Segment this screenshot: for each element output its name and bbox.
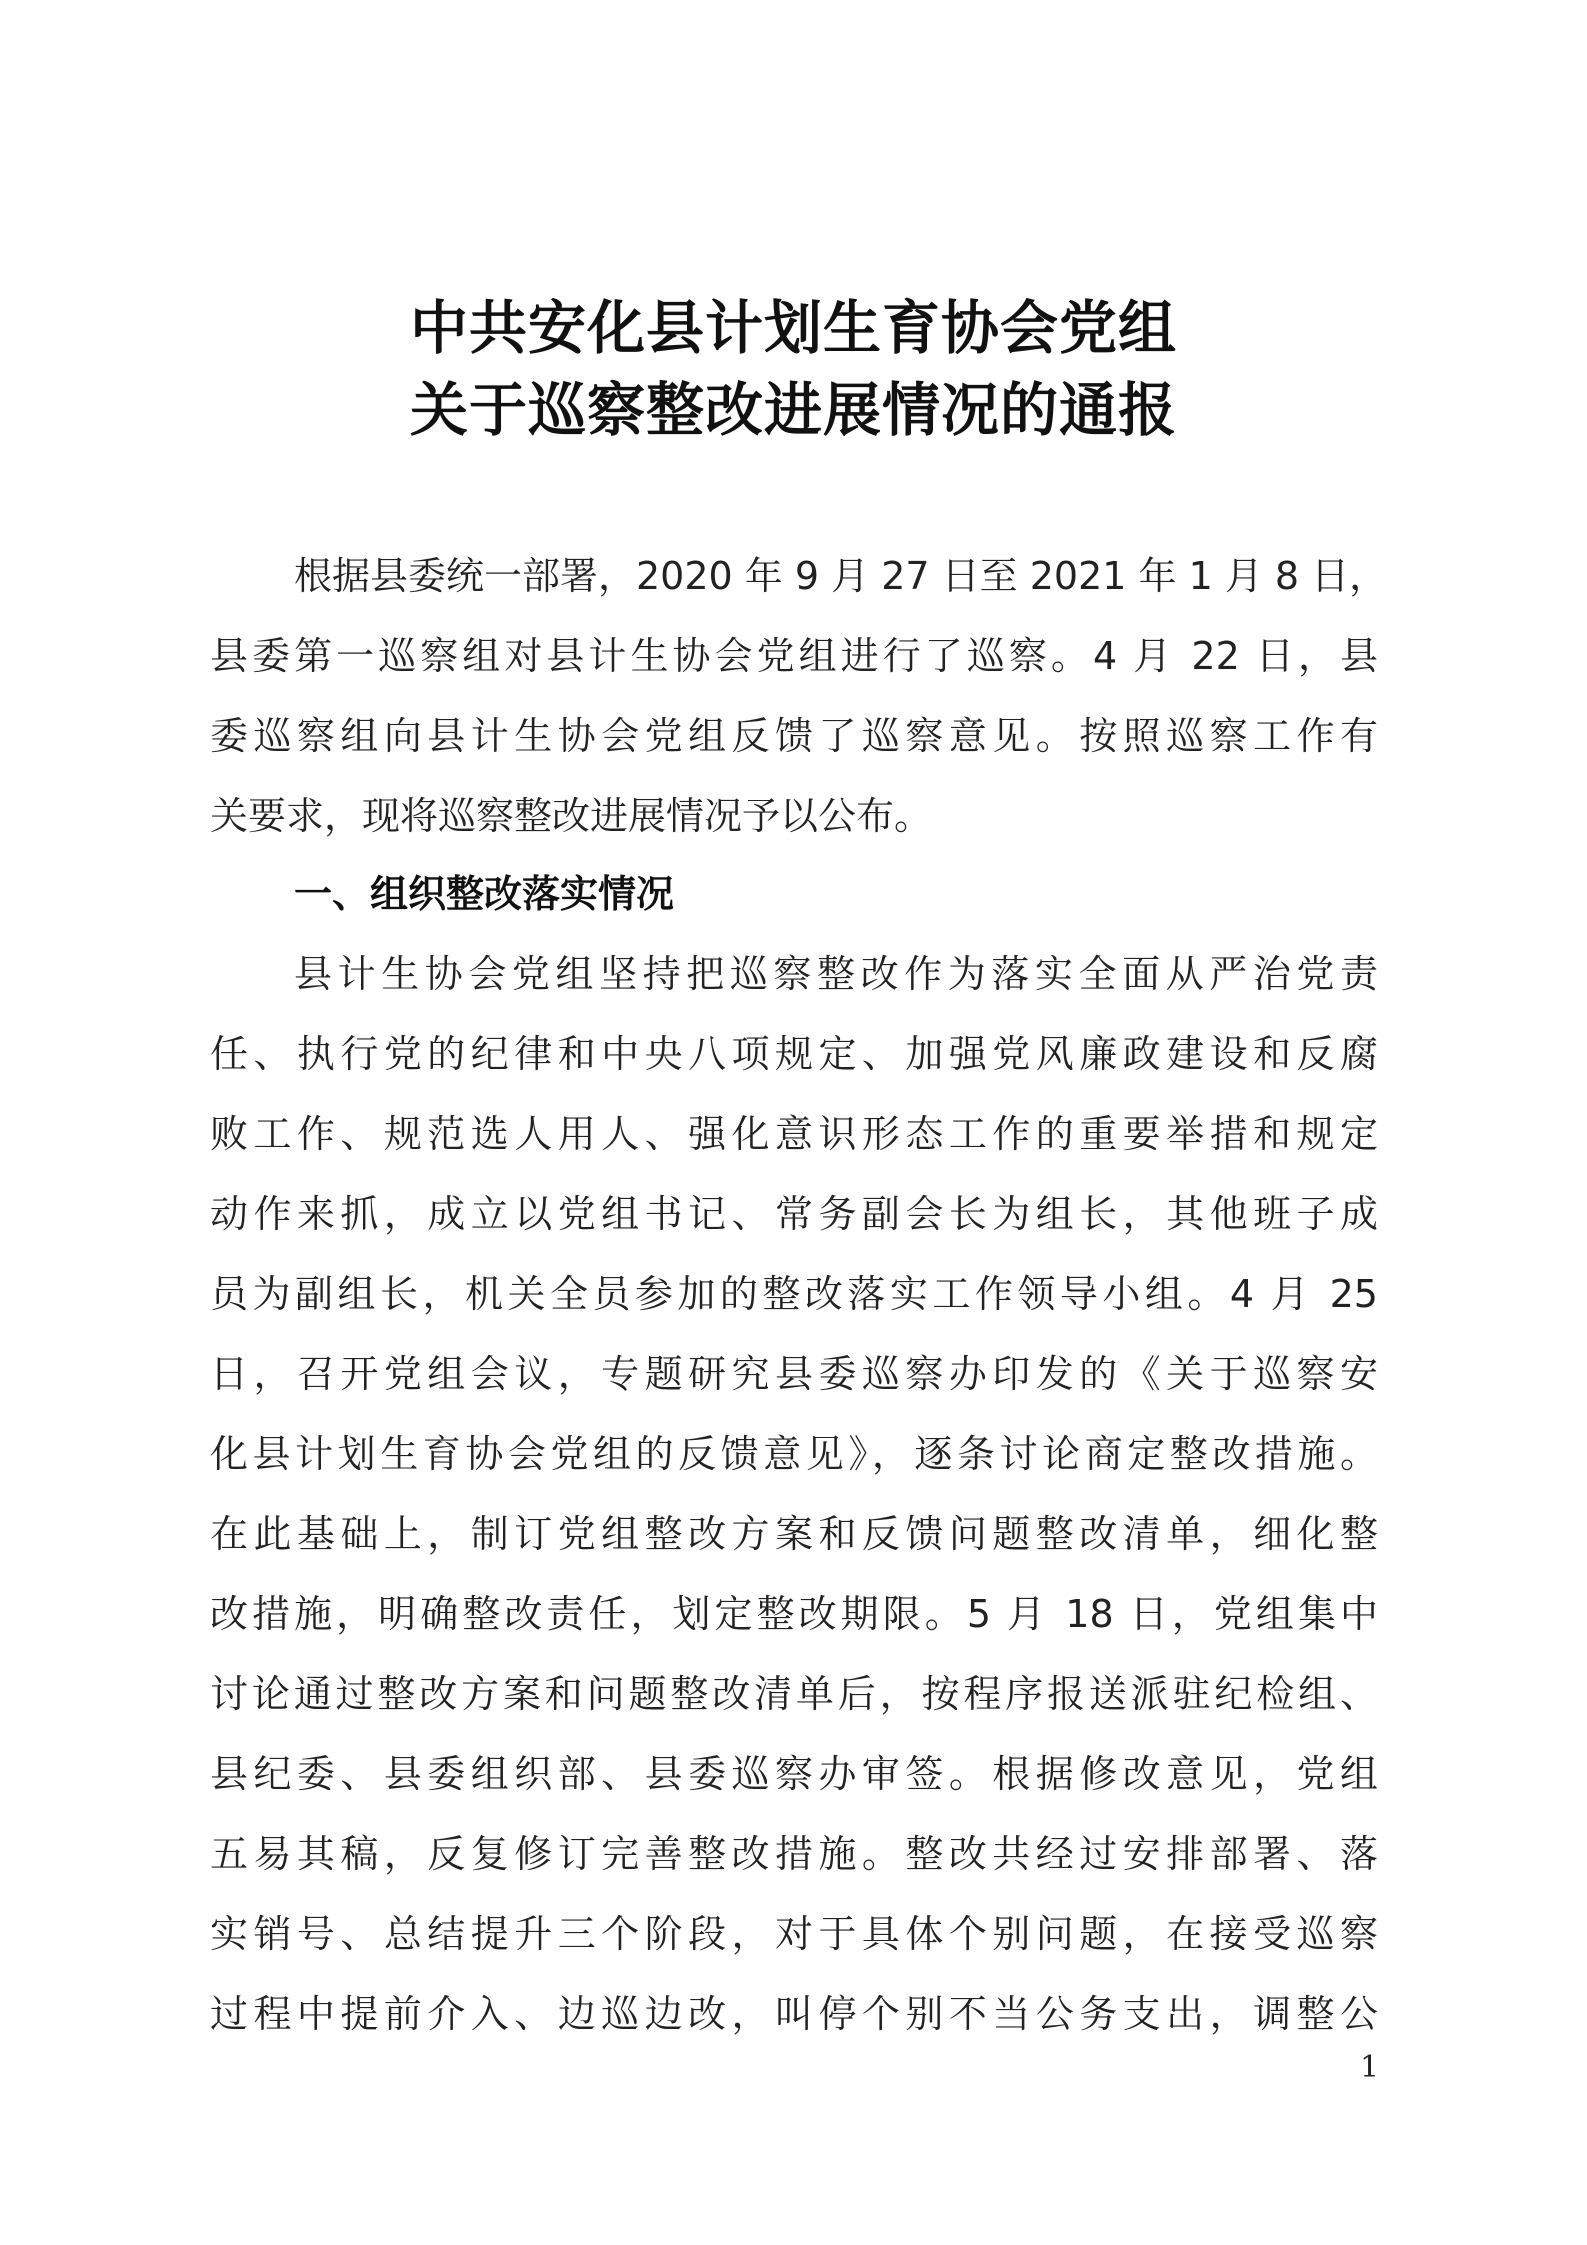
paragraph-2-line: 日，召开党组会议，专题研究县委巡察办印发的《关于巡察安 bbox=[210, 1352, 1378, 1396]
paragraph-2-line: 动作来抓，成立以党组书记、常务副会长为组长，其他班子成 bbox=[210, 1192, 1378, 1236]
paragraph-2-line: 实销号、总结提升三个阶段，对于具体个别问题，在接受巡察 bbox=[210, 1912, 1378, 1956]
paragraph-2-line: 员为副组长，机关全员参加的整改落实工作领导小组。4 月 25 bbox=[210, 1272, 1378, 1316]
page-number: 1 bbox=[1360, 2050, 1380, 2085]
paragraph-2-line: 任、执行党的纪律和中央八项规定、加强党风廉政建设和反腐 bbox=[210, 1032, 1378, 1076]
paragraph-2-line: 化县计划生育协会党组的反馈意见》，逐条讨论商定整改措施。 bbox=[210, 1432, 1378, 1476]
paragraph-1-line: 县委第一巡察组对县计生协会党组进行了巡察。4 月 22 日，县 bbox=[210, 634, 1378, 678]
paragraph-2-line: 改措施，明确整改责任，划定整改期限。5 月 18 日，党组集中 bbox=[210, 1592, 1378, 1636]
paragraph-1-line: 根据县委统一部署，2020 年 9 月 27 日至 2021 年 1 月 8 日， bbox=[294, 554, 1388, 598]
document-title-line-1: 中共安化县计划生育协会党组 bbox=[409, 294, 1177, 362]
paragraph-1-line: 委巡察组向县计生协会党组反馈了巡察意见。按照巡察工作有 bbox=[210, 714, 1378, 758]
document-title-line-2: 关于巡察整改进展情况的通报 bbox=[409, 376, 1177, 444]
section-1-heading: 一、组织整改落实情况 bbox=[294, 872, 675, 916]
paragraph-2-line: 过程中提前介入、边巡边改，叫停个别不当公务支出，调整公 bbox=[210, 1992, 1378, 2036]
paragraph-2-line: 县纪委、县委组织部、县委巡察办审签。根据修改意见，党组 bbox=[210, 1752, 1378, 1796]
paragraph-2-line: 在此基础上，制订党组整改方案和反馈问题整改清单，细化整 bbox=[210, 1512, 1378, 1556]
paragraph-1-line: 关要求，现将巡察整改进展情况予以公布。 bbox=[210, 794, 933, 838]
paragraph-2-line: 五易其稿，反复修订完善整改措施。整改共经过安排部署、落 bbox=[210, 1832, 1378, 1876]
paragraph-2-line: 县计生协会党组坚持把巡察整改作为落实全面从严治党责 bbox=[294, 952, 1378, 996]
paragraph-2-line: 败工作、规范选人用人、强化意识形态工作的重要举措和规定 bbox=[210, 1112, 1378, 1156]
paragraph-2-line: 讨论通过整改方案和问题整改清单后，按程序报送派驻纪检组、 bbox=[210, 1672, 1378, 1716]
